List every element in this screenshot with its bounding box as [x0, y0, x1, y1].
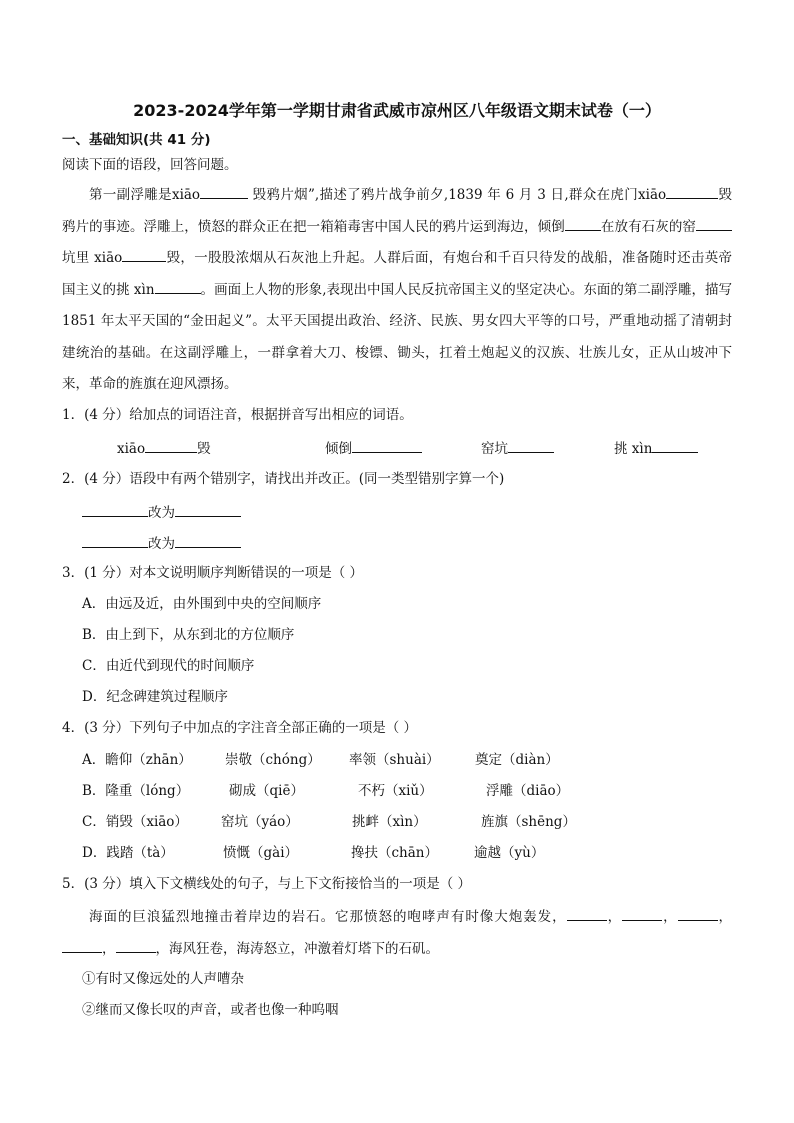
q2-correction-row: 改为	[82, 533, 241, 553]
q3-option-c[interactable]: C．由近代到现代的时间顺序	[82, 658, 255, 674]
blank-2[interactable]	[666, 184, 718, 199]
answer-blank[interactable]	[82, 533, 148, 548]
section-instruction: 阅读下面的语段，回答问题。	[62, 157, 238, 173]
passage-text: 毁鸦片的事迹。浮雕上，愤怒的群众正在把一箱箱毒害中国人民的鸦片运到海边，倾倒	[62, 187, 732, 235]
answer-blank[interactable]	[567, 906, 607, 921]
q2-correction-row: 改为	[82, 502, 241, 522]
question-4-stem: 4．(3 分）下列句子中加点的字注音全部正确的一项是（ ）	[62, 720, 418, 736]
question-3-stem: 3．(1 分）对本文说明顺序判断错误的一项是（ ）	[62, 565, 364, 581]
q4-option-c[interactable]: C．销毁（xiāo） 窑坑（yáo） 挑衅（xìn） 旌旗（shēng）	[82, 814, 576, 830]
passage-text: 。画面上人物的形象,表现出中国人民反抗帝国主义的坚定决心。东面的第二副浮雕，描写 1851 年太平天国的“金田起义”。太平天国提出政治、经济、民族、男女四大平等的口号，严重地动摇了清朝封建统治的基础。在这副浮雕上，一群拿着大刀、梭镖、锄头，扛着土炮起义的汉族、壮族儿女，正从山坡冲下来，革命的旌旗在迎风漂扬。	[62, 281, 733, 392]
answer-blank[interactable]	[145, 438, 197, 453]
answer-blank[interactable]	[678, 906, 718, 921]
reading-passage	[62, 180, 732, 401]
blank-3[interactable]	[565, 216, 601, 231]
answer-blank[interactable]	[622, 906, 662, 921]
q5-item-1: ①有时又像远处的人声嘈杂	[82, 971, 244, 987]
question-2-stem: 2．(4 分）语段中有两个错别字，请找出并改正。(同一类型错别字算一个)	[62, 471, 505, 487]
passage-text: 第一副浮雕是xiāo	[89, 187, 201, 203]
q3-option-d[interactable]: D．纪念碑建筑过程顺序	[82, 689, 228, 705]
answer-blank[interactable]	[352, 438, 422, 453]
answer-blank[interactable]	[62, 938, 102, 953]
answer-blank[interactable]	[116, 938, 156, 953]
q1-item: 倾倒	[325, 438, 422, 458]
passage-text: 坑里 xiāo	[62, 250, 123, 266]
question-1-stem: 1．(4 分）给加点的词语注音，根据拼音写出相应的词语。	[62, 407, 413, 423]
q4-option-a[interactable]: A．瞻仰（zhān） 崇敬（chóng） 率领（shuài） 奠定（diàn）	[82, 752, 559, 768]
answer-blank[interactable]	[175, 533, 241, 548]
q1-item: 挑 xìn	[614, 438, 698, 458]
answer-blank[interactable]	[82, 502, 148, 517]
q1-item: 窑坑	[481, 438, 554, 458]
q5-passage: 海面的巨浪猛烈地撞击着岸边的岩石。它那愤怒的咆哮声有时像大炮轰发， ， ， ，， ，海风狂卷，海涛怒立，冲激着灯塔下的石矶。	[62, 902, 732, 965]
q4-option-b[interactable]: B．隆重（lóng） 砌成（qiē） 不朽（xiǔ） 浮雕（diāo）	[82, 783, 570, 799]
blank-4[interactable]	[696, 216, 732, 231]
answer-blank[interactable]	[508, 438, 554, 453]
answer-blank[interactable]	[175, 502, 241, 517]
passage-text: 毁，一股股浓烟从石灰池上升起。人群后面，有炮台和千百只待发的战船，准备随时还击英帝国主义的挑 xìn	[62, 250, 732, 298]
question-1-items	[0, 438, 794, 456]
blank-5[interactable]	[122, 247, 166, 262]
passage-text: 毁鸦片烟”,描述了鸦片战争前夕,1839 年 6 月 3 日,群众在虎门xiāo	[248, 187, 667, 203]
passage-text: 在放有石灰的窑	[600, 218, 697, 235]
blank-1[interactable]	[200, 184, 248, 199]
section-heading: 一、基础知识(共 41 分)	[62, 132, 211, 148]
blank-6[interactable]	[155, 279, 201, 294]
q3-option-a[interactable]: A．由远及近，由外围到中央的空间顺序	[82, 596, 322, 612]
q4-option-d[interactable]: D．践踏（tà） 愤慨（gài） 搀扶（chān） 逾越（yù）	[82, 845, 545, 861]
exam-title: 2023-2024学年第一学期甘肃省武威市凉州区八年级语文期末试卷（一）	[133, 101, 661, 120]
answer-blank[interactable]	[652, 438, 698, 453]
q3-option-b[interactable]: B．由上到下，从东到北的方位顺序	[82, 627, 295, 643]
q5-item-2: ②继而又像长叹的声音，或者也像一种呜咽	[82, 1002, 339, 1018]
question-5-stem: 5．(3 分）填入下文横线处的句子，与上下文衔接恰当的一项是（ ）	[62, 876, 472, 892]
q1-item: xiāo 毁	[117, 438, 211, 458]
